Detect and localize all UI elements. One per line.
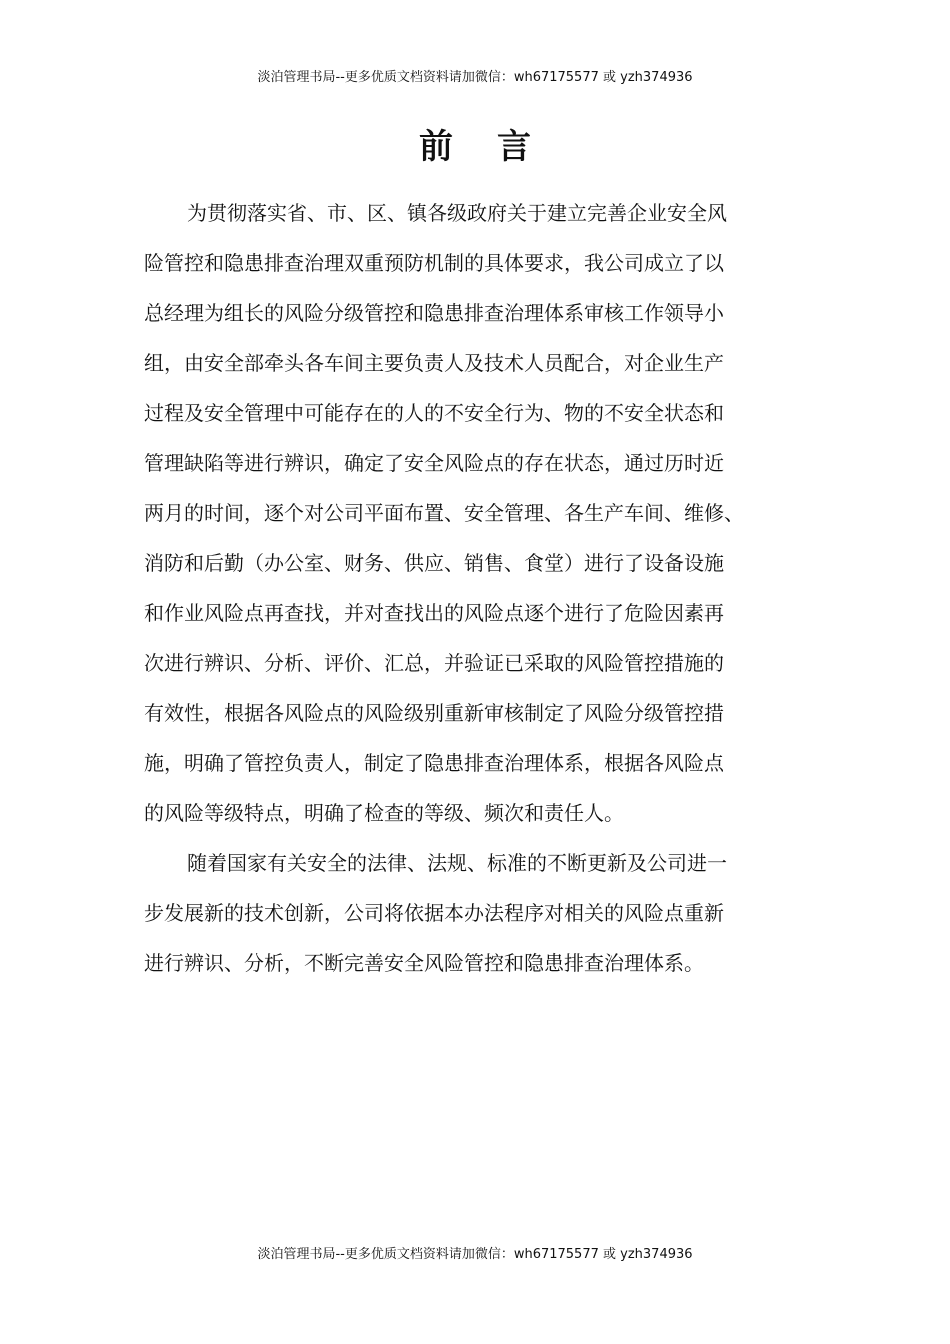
text-line: 险管控和隐患排查治理双重预防机制的具体要求，我公司成立了以: [144, 251, 724, 275]
text-line: 随着国家有关安全的法律、法规、标准的不断更新及公司进一: [187, 851, 727, 875]
text-line: 的风险等级特点，明确了检查的等级、频次和责任人。: [144, 801, 624, 825]
text-line: 施，明确了管控负责人，制定了隐患排查治理体系，根据各风险点: [144, 751, 724, 775]
text-line: 有效性，根据各风险点的风险级别重新审核制定了风险分级管控措: [144, 701, 724, 725]
text-line: 次进行辨识、分析、评价、汇总，并验证已采取的风险管控措施的: [144, 651, 724, 675]
text-line: 步发展新的技术创新，公司将依据本办法程序对相关的风险点重新: [144, 901, 724, 925]
paragraph-1: [144, 188, 824, 838]
text-line: 进行辨识、分析，不断完善安全风险管控和隐患排查治理体系。: [144, 951, 704, 975]
paragraph-2: [144, 838, 824, 988]
text-line: 为贯彻落实省、市、区、镇各级政府关于建立完善企业安全风: [187, 201, 727, 225]
text-line: 消防和后勤（办公室、财务、供应、销售、食堂）进行了设备设施: [144, 551, 724, 575]
document-title: 前言: [419, 127, 575, 167]
page-footer: 淡泊管理书局--更多优质文档资料请加微信：wh67175577 或 yzh374936: [257, 1247, 693, 1262]
page-header: 淡泊管理书局--更多优质文档资料请加微信：wh67175577 或 yzh374936: [257, 70, 693, 85]
text-line: 组，由安全部牵头各车间主要负责人及技术人员配合，对企业生产: [144, 351, 724, 375]
text-line: 管理缺陷等进行辨识，确定了安全风险点的存在状态，通过历时近: [144, 451, 724, 475]
text-line: 过程及安全管理中可能存在的人的不安全行为、物的不安全状态和: [144, 401, 724, 425]
text-line: 和作业风险点再查找，并对查找出的风险点逐个进行了危险因素再: [144, 601, 724, 625]
document-body: [144, 188, 824, 988]
text-line: 总经理为组长的风险分级管控和隐患排查治理体系审核工作领导小: [144, 301, 724, 325]
text-line: 两月的时间，逐个对公司平面布置、安全管理、各生产车间、维修、: [144, 501, 744, 525]
